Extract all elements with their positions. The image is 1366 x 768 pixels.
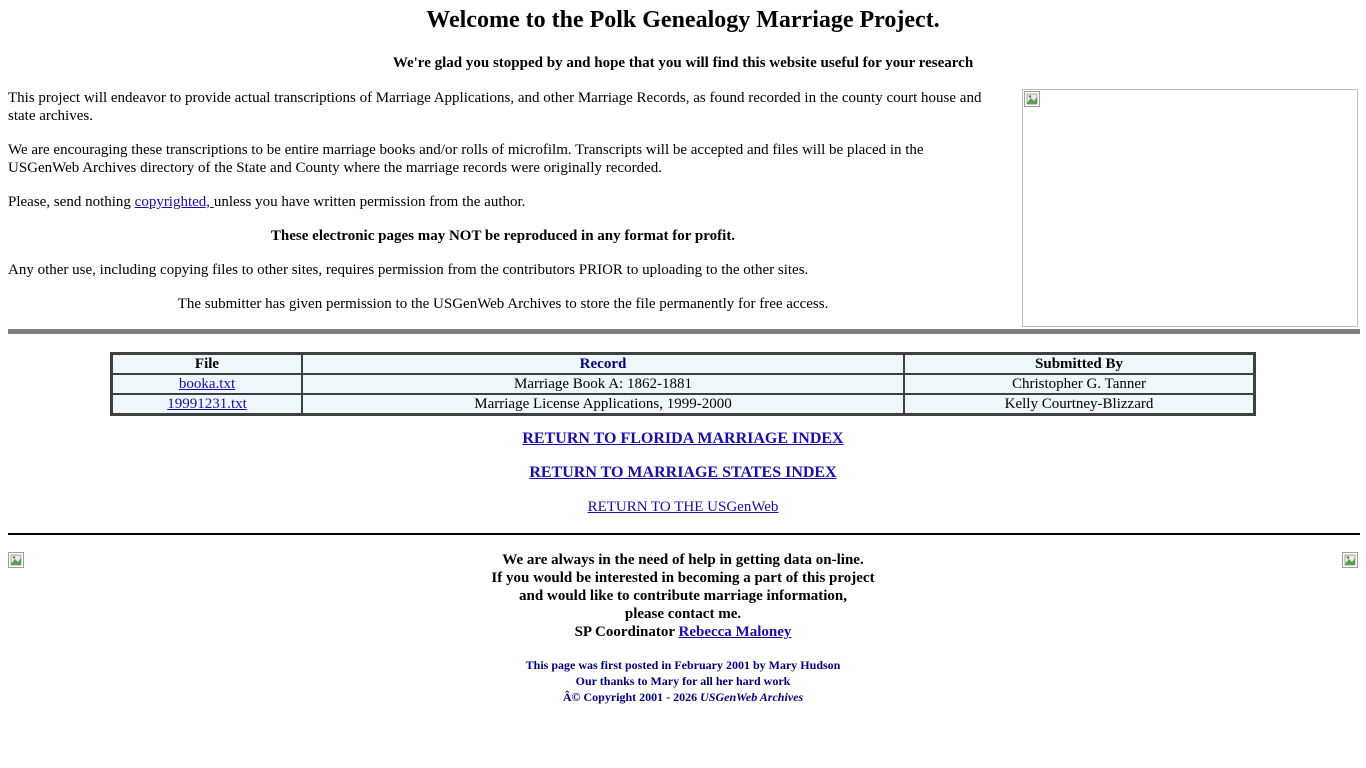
return-florida-link[interactable]: RETURN TO FLORIDA MARRIAGE INDEX bbox=[522, 430, 844, 447]
broken-image-icon bbox=[1024, 91, 1040, 107]
coordinator-label: SP Coordinator bbox=[574, 624, 679, 640]
table-row bbox=[112, 394, 1254, 414]
help-line-2: If you would be interested in becoming a part of this project bbox=[491, 570, 875, 586]
posted-note: This page was first posted in February 2001 by Mary Hudson bbox=[525, 658, 841, 672]
copyright-text-after: unless you have written permission from the author. bbox=[213, 194, 526, 210]
header-file: File bbox=[112, 354, 302, 374]
permission-notice: The submitter has given permission to the USGenWeb Archives to store the file permanently for free access. bbox=[177, 296, 829, 312]
section-divider bbox=[8, 329, 1360, 334]
coordinator-link[interactable]: Rebecca Maloney bbox=[678, 624, 792, 640]
side-image bbox=[1022, 89, 1358, 327]
copyright-text: Â© Copyright 2001 - 2026 bbox=[562, 690, 701, 704]
file-link[interactable]: booka.txt bbox=[178, 376, 236, 392]
footer-divider bbox=[8, 533, 1360, 535]
table-header-row bbox=[112, 354, 1254, 374]
return-usgenweb-link[interactable]: RETURN TO THE USGenWeb bbox=[587, 499, 779, 515]
help-line-1: We are always in the need of help in getting data on-line. bbox=[502, 552, 864, 568]
record-cell: Marriage License Applications, 1999-2000 bbox=[302, 394, 904, 414]
help-line-4: please contact me. bbox=[624, 606, 742, 622]
thanks-note: Our thanks to Mary for all her hard work bbox=[575, 674, 791, 688]
header-submitted-by: Submitted By bbox=[904, 354, 1254, 374]
record-cell: Marriage Book A: 1862-1881 bbox=[302, 374, 904, 394]
file-cell bbox=[112, 394, 302, 414]
records-table bbox=[110, 352, 1256, 416]
intro-paragraph-2: We are encouraging these transcriptions to be entire marriage books and/or rolls of microfilm. Transcripts will be accepted and files will be placed in the USGenWeb Archives directory of the State and County where the marriage records were originally recorded. bbox=[8, 142, 924, 176]
header-record: Record bbox=[302, 354, 904, 374]
intro-paragraph-5: Any other use, including copying files to other sites, requires permission from the contributors PRIOR to uploading to the other sites. bbox=[8, 262, 809, 278]
submitter-cell: Kelly Courtney-Blizzard bbox=[904, 394, 1254, 414]
copyright-text-before: Please, send nothing bbox=[8, 194, 135, 210]
navigation-links bbox=[0, 430, 1366, 532]
help-line-3: and would like to contribute marriage information, bbox=[519, 588, 847, 604]
table-row bbox=[112, 374, 1254, 394]
archives-name: USGenWeb Archives bbox=[700, 690, 804, 704]
submitter-cell: Christopher G. Tanner bbox=[904, 374, 1254, 394]
file-link[interactable]: 19991231.txt bbox=[167, 396, 247, 412]
page-subtitle: We're glad you stopped by and hope that you will find this website useful for your research bbox=[392, 55, 974, 71]
file-cell bbox=[112, 374, 302, 394]
page-footer bbox=[0, 657, 1366, 705]
help-wanted-section bbox=[0, 551, 1366, 641]
return-states-link[interactable]: RETURN TO MARRIAGE STATES INDEX bbox=[529, 464, 837, 481]
no-profit-notice: These electronic pages may NOT be reproduced in any format for profit. bbox=[270, 228, 736, 244]
intro-paragraph-3 bbox=[8, 193, 998, 211]
page-title: Welcome to the Polk Genealogy Marriage Project. bbox=[426, 7, 940, 33]
coordinator-line bbox=[0, 623, 1366, 641]
intro-paragraph-1: This project will endeavor to provide actual transcriptions of Marriage Applications, and other Marriage Records, as found recorded in the county court house and state archives. bbox=[8, 90, 982, 124]
intro-section bbox=[8, 89, 998, 329]
copyrighted-link[interactable]: copyrighted, bbox=[134, 194, 214, 210]
copyright-line bbox=[0, 689, 1366, 705]
